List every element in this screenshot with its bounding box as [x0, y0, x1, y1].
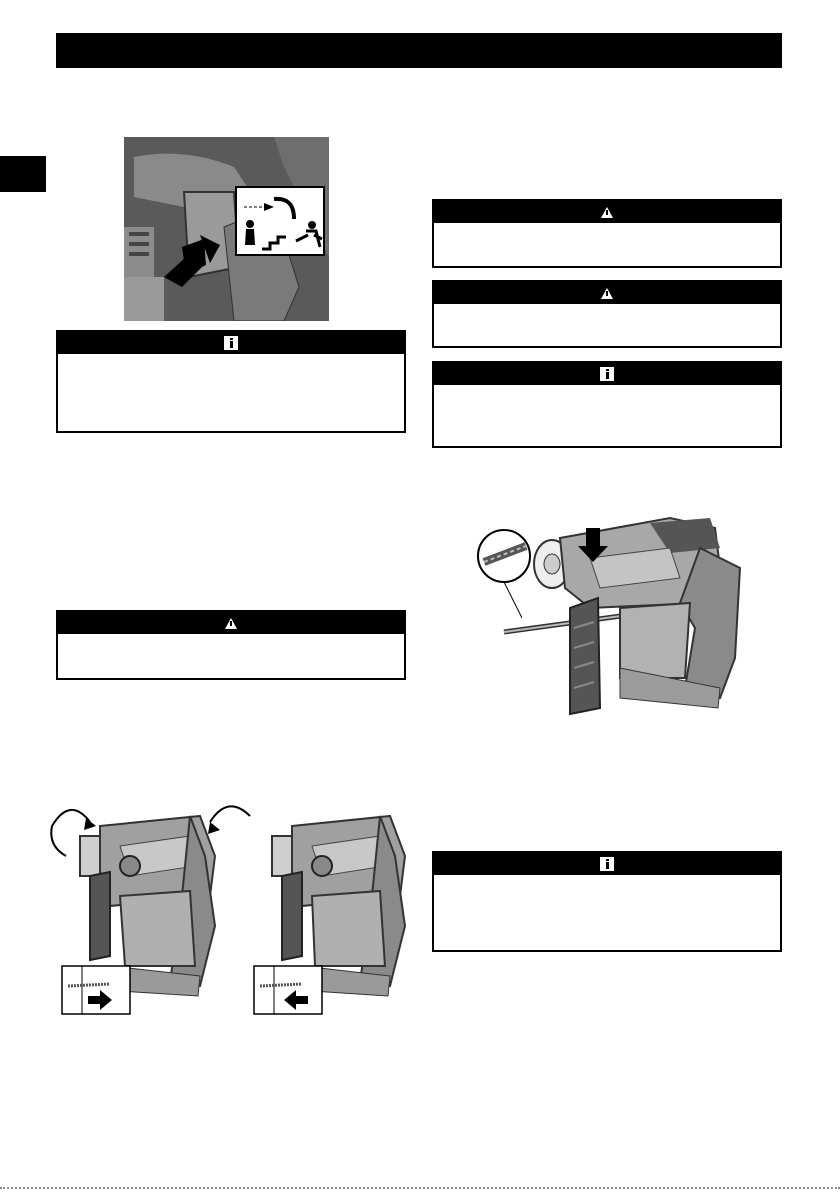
info-notice-3	[432, 851, 782, 952]
info-icon	[224, 336, 238, 350]
warning-notice-1	[56, 610, 406, 680]
section-header-bar	[56, 33, 782, 68]
warning-icon	[225, 618, 237, 629]
warning-icon	[601, 288, 613, 299]
info-icon	[600, 367, 614, 381]
info-notice-1	[56, 330, 406, 433]
depth-stop-figure	[470, 508, 750, 718]
info-icon	[600, 857, 614, 871]
warning-notice-3	[432, 280, 782, 348]
warning-icon	[601, 207, 613, 218]
warning-notice-2	[432, 199, 782, 268]
battery-release-figure	[124, 137, 329, 321]
language-tab	[0, 156, 46, 192]
info-notice-2	[432, 361, 782, 448]
rotation-direction-figure	[50, 796, 410, 1016]
bottom-border	[0, 1187, 840, 1189]
